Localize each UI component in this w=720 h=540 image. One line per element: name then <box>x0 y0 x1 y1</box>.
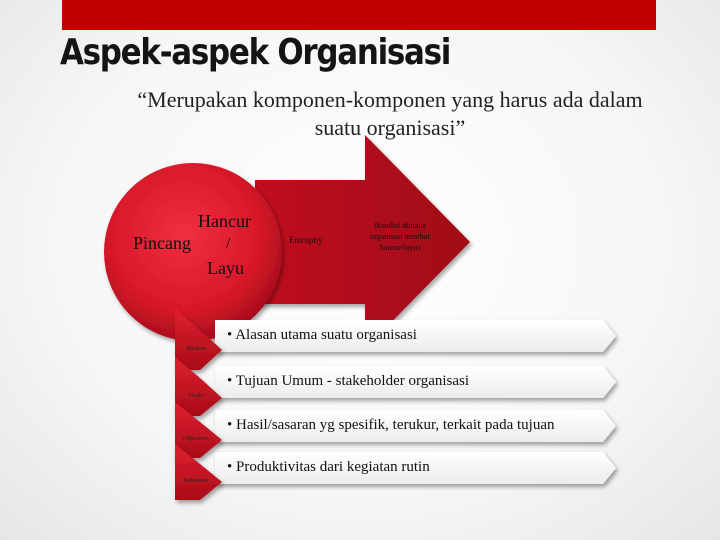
subtitle-quote: “Merupakan komponen-komponen yang harus ada dalam suatu organisasi” <box>137 87 643 140</box>
row-text-goals-value: Tujuan Umum - stakeholder organisasi <box>235 373 470 389</box>
row-label-goals: Goals <box>189 393 203 399</box>
page-title: Aspek-aspek Organisasi <box>60 32 451 73</box>
row-label-mission: Mission <box>186 346 206 352</box>
row-label-behaviour: Behaviour <box>183 478 209 484</box>
row-text-objectives: • Hasil/sasaran yg spesifik, terukur, terkait pada tujuan <box>227 417 555 433</box>
outcome-circle <box>104 163 282 341</box>
row-text-mission-value: Alasan utama suatu organisasi <box>235 327 417 343</box>
arrow-label-entrophy: Entrophy <box>289 235 323 245</box>
circle-label-pincang: Pincang <box>133 233 191 253</box>
row-label-objectives: Objectives <box>183 436 209 442</box>
row-text-behaviour: • Produktivitas dari kegiatan rutin <box>227 459 430 475</box>
circle-label-separator: / <box>226 235 231 252</box>
circle-label-hancur: Hancur <box>198 211 251 231</box>
row-text-mission: • Alasan utama suatu organisasi <box>227 327 417 343</box>
arrow-description: (kondisi dimana organisasi tersebut hancur/layu) <box>370 221 430 252</box>
row-text-goals: • Tujuan Umum - stakeholder organisasi <box>227 373 470 389</box>
row-text-behaviour-value: Produktivitas dari kegiatan rutin <box>236 459 430 475</box>
row-text-objectives-value: Hasil/sasaran yg spesifik, terukur, terkait pada tujuan <box>236 417 555 433</box>
circle-label-layu: Layu <box>207 258 244 278</box>
